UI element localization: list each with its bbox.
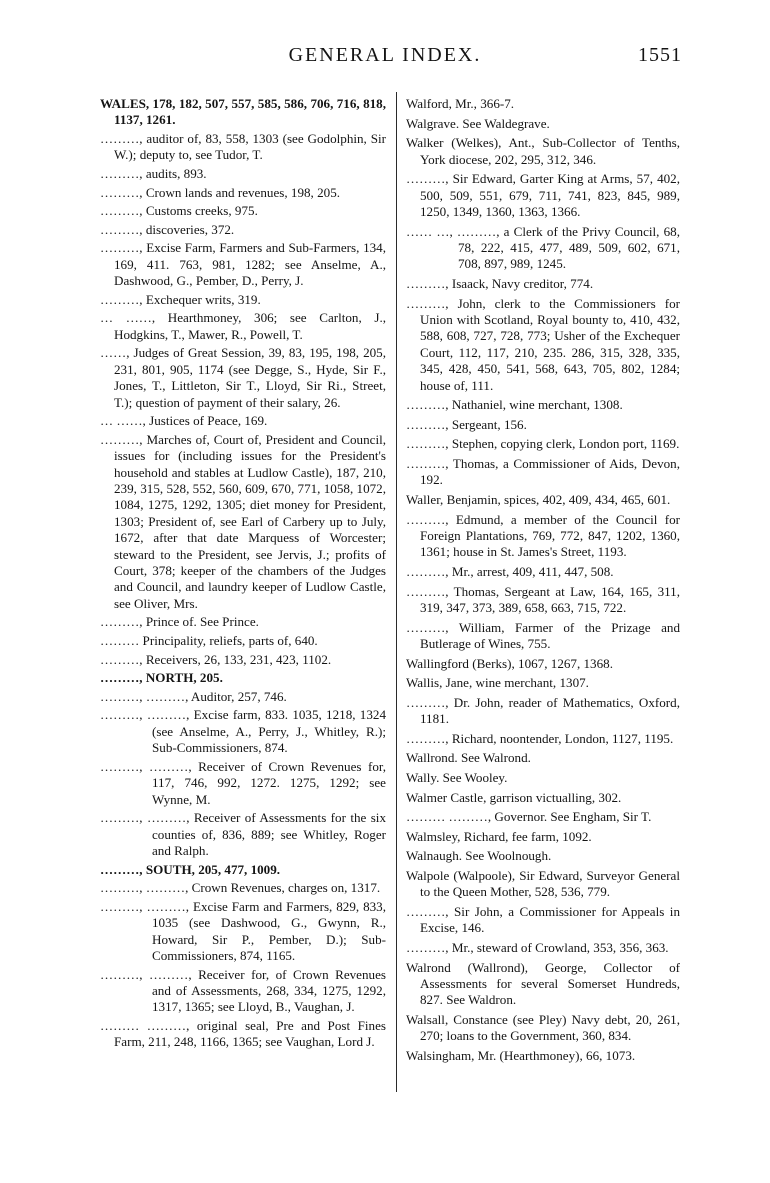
left-index-column — [100, 96, 386, 1053]
index-entry: ………, NORTH, 205. — [100, 670, 223, 686]
index-entry: ………, SOUTH, 205, 477, 1009. — [100, 861, 281, 877]
index-entry: Wallingford (Berks), 1067, 1267, 1368. — [406, 655, 613, 671]
index-entry: ………, Nathaniel, wine merchant, 1308. — [406, 397, 623, 413]
index-entry: ………, ………, Excise Farm and Farmers, 829, 833, 1035 (see Dashwood, G., Gwynn, R., Howard, Sir P., Pember, D.); Sub-Commissioners, 874, 1165. — [100, 898, 386, 964]
index-entry: Walmer Castle, garrison victualling, 302. — [406, 789, 622, 805]
index-entry: … ……, Justices of Peace, 169. — [100, 413, 268, 429]
index-entry: ………, Crown lands and revenues, 198, 205. — [100, 184, 341, 200]
index-entry: ………, ………, Auditor, 257, 746. — [100, 688, 287, 704]
index-entry: ……… Principality, reliefs, parts of, 640. — [100, 633, 318, 649]
index-entry: ………, Prince of. See Prince. — [100, 614, 259, 630]
index-entry: ………, Dr. John, reader of Mathematics, Oxford, 1181. — [406, 694, 680, 727]
index-entry: ………, ………, Receiver of Crown Revenues for, 117, 746, 992, 1272. 1275, 1292; see Wynne, M. — [100, 758, 386, 807]
index-entry: ………, Sergeant, 156. — [406, 416, 527, 432]
index-entry: … ……, Hearthmoney, 306; see Carlton, J., Hodgkins, T., Mawer, R., Powell, T. — [100, 310, 386, 342]
index-entry: Wallrond. See Walrond. — [406, 750, 531, 766]
index-entry: ………, audits, 893. — [100, 166, 207, 181]
index-entry: ………, Customs creeks, 975. — [100, 203, 258, 219]
index-entry: ………, Richard, noontender, London, 1127, 1195. — [406, 730, 674, 746]
index-entry: ……, Judges of Great Session, 39, 83, 195, 198, 205, 231, 801, 905, 1174 (see Degge, S., Hyde, Sir F., Jones, T., Littleton, Sir T., Lloyd, Sir Ri., Street, T.); question of payment of their salary, 26. — [100, 345, 386, 410]
column-divider — [396, 92, 397, 1092]
index-entry: Walrond (Wallrond), George, Collector of Assessments for several Somerset Hundreds, 827. See Waldron. — [406, 959, 680, 1008]
index-entry: ………, discoveries, 372. — [100, 221, 235, 237]
index-entry: ………, Excise Farm, Farmers and Sub-Farmers, 134, 169, 411. 763, 981, 1282; see Anselme, A., Dashwood, G., Pember, D., Perry, J. — [100, 240, 386, 289]
index-entry: Walmsley, Richard, fee farm, 1092. — [406, 828, 592, 844]
index-entry: …… …, ………, a Clerk of the Privy Council, 68, 78, 222, 415, 477, 489, 509, 602, 671, 708, 897, 989, 1245. — [406, 223, 680, 272]
index-entry: Walnaugh. See Woolnough. — [406, 848, 552, 864]
index-entry: ………, Mr., arrest, 409, 411, 447, 508. — [406, 564, 614, 579]
index-entry: ………, auditor of, 83, 558, 1303 (see Godolphin, Sir W.); deputy to, see Tudor, T. — [100, 131, 386, 163]
index-entry: ………, Stephen, copying clerk, London port, 1169. — [406, 436, 680, 452]
index-entry: Waller, Benjamin, spices, 402, 409, 434, 465, 601. — [406, 492, 671, 507]
index-entry: ………, ………, Excise farm, 833. 1035, 1218, 1324 (see Anselme, A., Perry, J., Whitley, R.); Sub-Commissioners, 874. — [100, 707, 386, 756]
index-entry: Walgrave. See Waldegrave. — [406, 115, 550, 131]
index-entry: Walsingham, Mr. (Hearthmoney), 66, 1073. — [406, 1047, 636, 1063]
index-entry: Walford, Mr., 366-7. — [406, 96, 515, 111]
index-entry: WALES, 178, 182, 507, 557, 585, 586, 706, 716, 818, 1137, 1261. — [100, 96, 386, 128]
page-header — [0, 44, 770, 74]
index-entry: ………, Thomas, Sergeant at Law, 164, 165, 311, 319, 347, 373, 389, 658, 663, 715, 722. — [406, 583, 680, 615]
index-entry: ………, Edmund, a member of the Council for Foreign Plantations, 769, 772, 847, 1202, 1360, 1361; house in St. James's Street, 1193. — [406, 511, 680, 560]
index-entry: ………, Sir Edward, Garter King at Arms, 57, 402, 500, 509, 551, 679, 711, 741, 823, 845, 989, 1250, 1349, 1360, 1363, 1366. — [406, 171, 680, 219]
index-entry: Walsall, Constance (see Pley) Navy debt, 20, 261, 270; loans to the Government, 360, 834. — [406, 1011, 680, 1044]
index-entry: ………, ………, Receiver for, of Crown Revenues and of Assessments, 268, 334, 1275, 1292, 1317, 1365; see Lloyd, B., Vaughan, J. — [100, 966, 386, 1015]
index-entry: ………, Marches of, Court of, President and Council, issues for (including issues for the President's household and stables at Ludlow Castle), 187, 210, 239, 315, 528, 552, 560, 609, 670, 771, 1058, 1072, 1084, 1275, 1292, 1305; diet money for President, 1303; President of, see Earl of Carbery up to July, 1672, after that date Marquess of Worcester; steward to the President, see Jervis, J.; profits of Court, 378; keeper of the chambers of the Judges and Council, and laundry keeper of Ludlow Castle, see Oliver, Mrs. — [100, 431, 386, 611]
index-entry: Wallis, Jane, wine merchant, 1307. — [406, 675, 589, 691]
index-entry: Walpole (Walpoole), Sir Edward, Surveyor General to the Queen Mother, 528, 536, 779. — [406, 867, 680, 900]
index-entry: ………, Receivers, 26, 133, 231, 423, 1102. — [100, 651, 332, 667]
index-entry: ………, Mr., steward of Crowland, 353, 356, 363. — [406, 939, 669, 955]
index-entry: ……… ………, original seal, Pre and Post Fines Farm, 211, 248, 1166, 1365; see Vaughan, Lord J. — [100, 1018, 386, 1050]
index-entry: ………, Exchequer writs, 319. — [100, 291, 261, 307]
index-entry: ………, John, clerk to the Commissioners for Union with Scotland, Royal bounty to, 410, 432, 588, 608, 727, 728, 773; Usher of the Exchequer Court, 112, 117, 210, 235. 286, 315, 328, 335, 345, 428, 450, 541, 568, 643, 705, 802, 1284; house of, 111. — [406, 295, 680, 393]
page-title: GENERAL INDEX. — [288, 44, 482, 66]
index-entry: ………, Thomas, a Commissioner of Aids, Devon, 192. — [406, 456, 680, 488]
index-entry: Wally. See Wooley. — [406, 769, 508, 785]
index-entry: ……… ………, Governor. See Engham, Sir T. — [406, 809, 652, 825]
index-entry: ………, Sir John, a Commissioner for Appeals in Excise, 146. — [406, 903, 680, 936]
index-entry: ………, Isaack, Navy creditor, 774. — [406, 276, 594, 291]
page-number: 1551 — [638, 44, 682, 66]
right-index-column — [406, 96, 680, 1068]
index-entry: ………, ………, Receiver of Assessments for the six counties of, 836, 889; see Whitley, Roger and Ralph. — [100, 810, 386, 859]
index-entry: ………, William, Farmer of the Prizage and Butlerage of Wines, 755. — [406, 619, 680, 651]
index-entry: ………, ………, Crown Revenues, charges on, 1317. — [100, 880, 381, 896]
index-entry: Walker (Welkes), Ant., Sub-Collector of Tenths, York diocese, 202, 295, 312, 346. — [406, 135, 680, 167]
